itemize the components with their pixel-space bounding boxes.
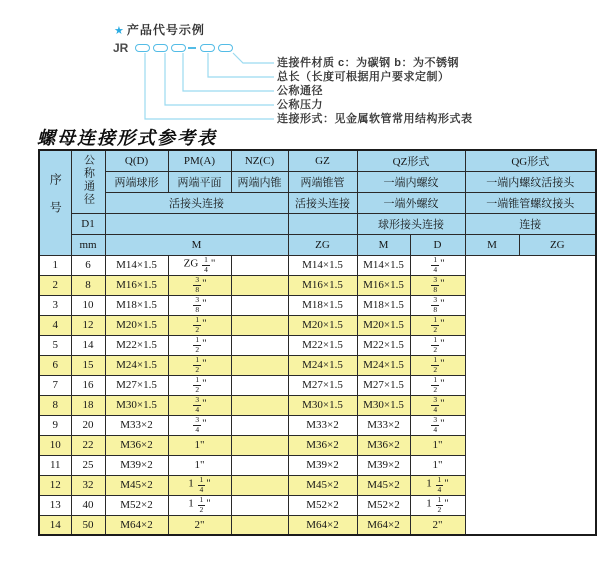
header-m1: M (105, 234, 288, 255)
header-qz-conn: 球形接头连接 (357, 213, 465, 234)
cell-qg-m: M20×1.5 (357, 315, 410, 335)
cell-dn: 22 (71, 435, 105, 455)
cell-qz-m (231, 275, 288, 295)
cell-qz-m (231, 515, 288, 535)
cell-qg-zg: $\frac{1}{2}$ " (410, 375, 465, 395)
cell-m: M27×1.5 (105, 375, 168, 395)
cell-gz: 1" (168, 435, 231, 455)
cell-qg-m: M30×1.5 (357, 395, 410, 415)
table-row (39, 335, 596, 355)
cell-qz-m (231, 375, 288, 395)
cell-no: 10 (39, 435, 71, 455)
cell-gz: $\frac{1}{2}$ " (168, 335, 231, 355)
cell-dn: 20 (71, 415, 105, 435)
cell-qg-zg: $\frac{3}{8}$ " (410, 275, 465, 295)
header-qz-sub1: 一端内螺纹 (357, 171, 465, 192)
label-nominal-diameter: 公称通径 (277, 85, 323, 97)
cell-qz-m (231, 315, 288, 335)
table-row (39, 495, 596, 515)
cell-no: 6 (39, 355, 71, 375)
header-col-pm: PM(A) (168, 150, 231, 171)
header-seq: 序号 (39, 150, 71, 255)
table-header (39, 150, 596, 255)
table-row (39, 515, 596, 535)
cell-qz-d: M20×1.5 (288, 315, 357, 335)
table-row (39, 275, 596, 295)
header-qg-sub2: 一端锥管螺纹接头 (465, 192, 596, 213)
header-qz-sub2: 一端外螺纹 (357, 192, 465, 213)
header-m3: M (465, 234, 519, 255)
cell-qz-m (231, 295, 288, 315)
table-row (39, 375, 596, 395)
cell-no: 12 (39, 475, 71, 495)
table-row (39, 395, 596, 415)
header-d1: D1 (71, 213, 105, 234)
cell-dn: 14 (71, 335, 105, 355)
cell-m: M18×1.5 (105, 295, 168, 315)
header-col-qg: QG形式 (465, 150, 596, 171)
cell-no: 4 (39, 315, 71, 335)
table-row (39, 455, 596, 475)
cell-qz-d: M33×2 (288, 415, 357, 435)
cell-qz-d: M30×1.5 (288, 395, 357, 415)
page-title: 螺母连接形式参考表 (37, 128, 217, 149)
cell-qg-m: M27×1.5 (357, 375, 410, 395)
header-dn: 公称通径 (71, 150, 105, 213)
header-col-nz: NZ(C) (231, 150, 288, 171)
header-union-conn: 活接头连接 (105, 192, 288, 213)
cell-no: 9 (39, 415, 71, 435)
cell-qz-m (231, 495, 288, 515)
cell-m: M64×2 (105, 515, 168, 535)
cell-m: M33×2 (105, 415, 168, 435)
header-col-qd: Q(D) (105, 150, 168, 171)
cell-no: 14 (39, 515, 71, 535)
cell-qg-zg: $\frac{1}{2}$ " (410, 315, 465, 335)
cell-gz: $\frac{3}{8}$ " (168, 295, 231, 315)
cell-m: M45×2 (105, 475, 168, 495)
header-gz-conn: 活接头连接 (288, 192, 357, 213)
cell-no: 3 (39, 295, 71, 315)
cell-m: M52×2 (105, 495, 168, 515)
label-connector-material: 连接件材质 c：为碳钢 b：为不锈钢 (277, 57, 459, 69)
cell-gz: 1 $\frac{1}{4}$ " (168, 475, 231, 495)
cell-qz-m (231, 475, 288, 495)
table-row (39, 415, 596, 435)
cell-qz-d: M18×1.5 (288, 295, 357, 315)
header-zg3: ZG (519, 234, 596, 255)
cell-m: M24×1.5 (105, 355, 168, 375)
cell-qz-m (231, 355, 288, 375)
cell-m: M36×2 (105, 435, 168, 455)
header-qd-sub: 两端球形 (105, 171, 168, 192)
cell-qg-zg: 1 $\frac{1}{4}$ " (410, 475, 465, 495)
diagram-title-text: 产品代号示例 (126, 23, 205, 37)
cell-qg-m: M18×1.5 (357, 295, 410, 315)
cell-dn: 50 (71, 515, 105, 535)
cell-qg-zg: $\frac{1}{4}$ " (410, 255, 465, 275)
cell-qg-zg: 1" (410, 455, 465, 475)
cell-qg-zg: $\frac{3}{4}$ " (410, 395, 465, 415)
cell-qg-m: M24×1.5 (357, 355, 410, 375)
header-col-gz: GZ (288, 150, 357, 171)
cell-qg-zg: $\frac{3}{4}$ " (410, 415, 465, 435)
cell-dn: 40 (71, 495, 105, 515)
cell-gz: ZG $\frac{1}{4}$ " (168, 255, 231, 275)
cell-qg-m: M33×2 (357, 415, 410, 435)
cell-gz: $\frac{1}{2}$ " (168, 355, 231, 375)
cell-gz: $\frac{3}{4}$ " (168, 415, 231, 435)
cell-qg-zg: $\frac{3}{8}$ " (410, 295, 465, 315)
cell-qz-m (231, 335, 288, 355)
cell-qz-m (231, 255, 288, 275)
cell-qg-zg: 1" (410, 435, 465, 455)
reference-table (38, 149, 597, 536)
cell-qg-zg: $\frac{1}{2}$ " (410, 335, 465, 355)
cell-qg-m: M39×2 (357, 455, 410, 475)
cell-gz: $\frac{1}{2}$ " (168, 315, 231, 335)
header-pm-sub: 两端平面 (168, 171, 231, 192)
cell-qz-d: M36×2 (288, 435, 357, 455)
cell-no: 8 (39, 395, 71, 415)
cell-m: M22×1.5 (105, 335, 168, 355)
cell-no: 13 (39, 495, 71, 515)
header-col-qz: QZ形式 (357, 150, 465, 171)
cell-dn: 16 (71, 375, 105, 395)
cell-dn: 25 (71, 455, 105, 475)
cell-no: 1 (39, 255, 71, 275)
header-zg1: ZG (288, 234, 357, 255)
cell-no: 2 (39, 275, 71, 295)
cell-dn: 8 (71, 275, 105, 295)
cell-m: M39×2 (105, 455, 168, 475)
cell-qz-d: M16×1.5 (288, 275, 357, 295)
cell-m: M30×1.5 (105, 395, 168, 415)
cell-qg-m: M22×1.5 (357, 335, 410, 355)
cell-qg-m: M14×1.5 (357, 255, 410, 275)
table-row (39, 475, 596, 495)
cell-qz-d: M45×2 (288, 475, 357, 495)
header-empty-m (105, 213, 288, 234)
cell-qz-d: M27×1.5 (288, 375, 357, 395)
cell-dn: 32 (71, 475, 105, 495)
cell-dn: 6 (71, 255, 105, 275)
label-nominal-pressure: 公称压力 (277, 99, 323, 111)
label-total-length: 总长（长度可根据用户要求定制） (277, 71, 450, 83)
header-m2: M (357, 234, 410, 255)
cell-no: 7 (39, 375, 71, 395)
header-empty-gz (288, 213, 357, 234)
cell-m: M16×1.5 (105, 275, 168, 295)
cell-qz-d: M14×1.5 (288, 255, 357, 275)
cell-no: 5 (39, 335, 71, 355)
cell-qz-d: M22×1.5 (288, 335, 357, 355)
header-nz-sub: 两端内锥 (231, 171, 288, 192)
header-gz-sub: 两端锥管 (288, 171, 357, 192)
cell-qz-m (231, 455, 288, 475)
cell-gz: $\frac{3}{4}$ " (168, 395, 231, 415)
cell-qz-m (231, 435, 288, 455)
product-code-prefix: JR (113, 41, 129, 55)
cell-m: M20×1.5 (105, 315, 168, 335)
cell-qg-m: M16×1.5 (357, 275, 410, 295)
header-d2: D (410, 234, 465, 255)
cell-qz-m (231, 415, 288, 435)
cell-gz: $\frac{3}{8}$ " (168, 275, 231, 295)
cell-dn: 10 (71, 295, 105, 315)
header-mm: mm (71, 234, 105, 255)
label-connection-form: 连接形式：见金属软管常用结构形式表 (277, 113, 473, 125)
cell-qg-zg: $\frac{1}{2}$ " (410, 355, 465, 375)
cell-qg-m: M36×2 (357, 435, 410, 455)
cell-m: M14×1.5 (105, 255, 168, 275)
cell-dn: 15 (71, 355, 105, 375)
cell-dn: 12 (71, 315, 105, 335)
cell-qz-d: M64×2 (288, 515, 357, 535)
cell-qg-m: M45×2 (357, 475, 410, 495)
cell-gz: 1 $\frac{1}{2}$ " (168, 495, 231, 515)
cell-qg-m: M64×2 (357, 515, 410, 535)
cell-gz: $\frac{1}{2}$ " (168, 375, 231, 395)
cell-qg-m: M52×2 (357, 495, 410, 515)
cell-qg-zg: 1 $\frac{1}{2}$ " (410, 495, 465, 515)
cell-qz-d: M52×2 (288, 495, 357, 515)
cell-no: 11 (39, 455, 71, 475)
table-row (39, 315, 596, 335)
table-row (39, 435, 596, 455)
star-icon: ★ (114, 25, 125, 37)
cell-qz-m (231, 395, 288, 415)
cell-qz-d: M24×1.5 (288, 355, 357, 375)
cell-dn: 18 (71, 395, 105, 415)
cell-qg-zg: 2" (410, 515, 465, 535)
cell-gz: 1" (168, 455, 231, 475)
header-qg-sub1: 一端内螺纹活接头 (465, 171, 596, 192)
table-row (39, 355, 596, 375)
cell-qz-d: M39×2 (288, 455, 357, 475)
cell-gz: 2" (168, 515, 231, 535)
table-row (39, 295, 596, 315)
table-row (39, 255, 596, 275)
table-body (39, 255, 596, 535)
header-qg-conn: 连接 (465, 213, 596, 234)
